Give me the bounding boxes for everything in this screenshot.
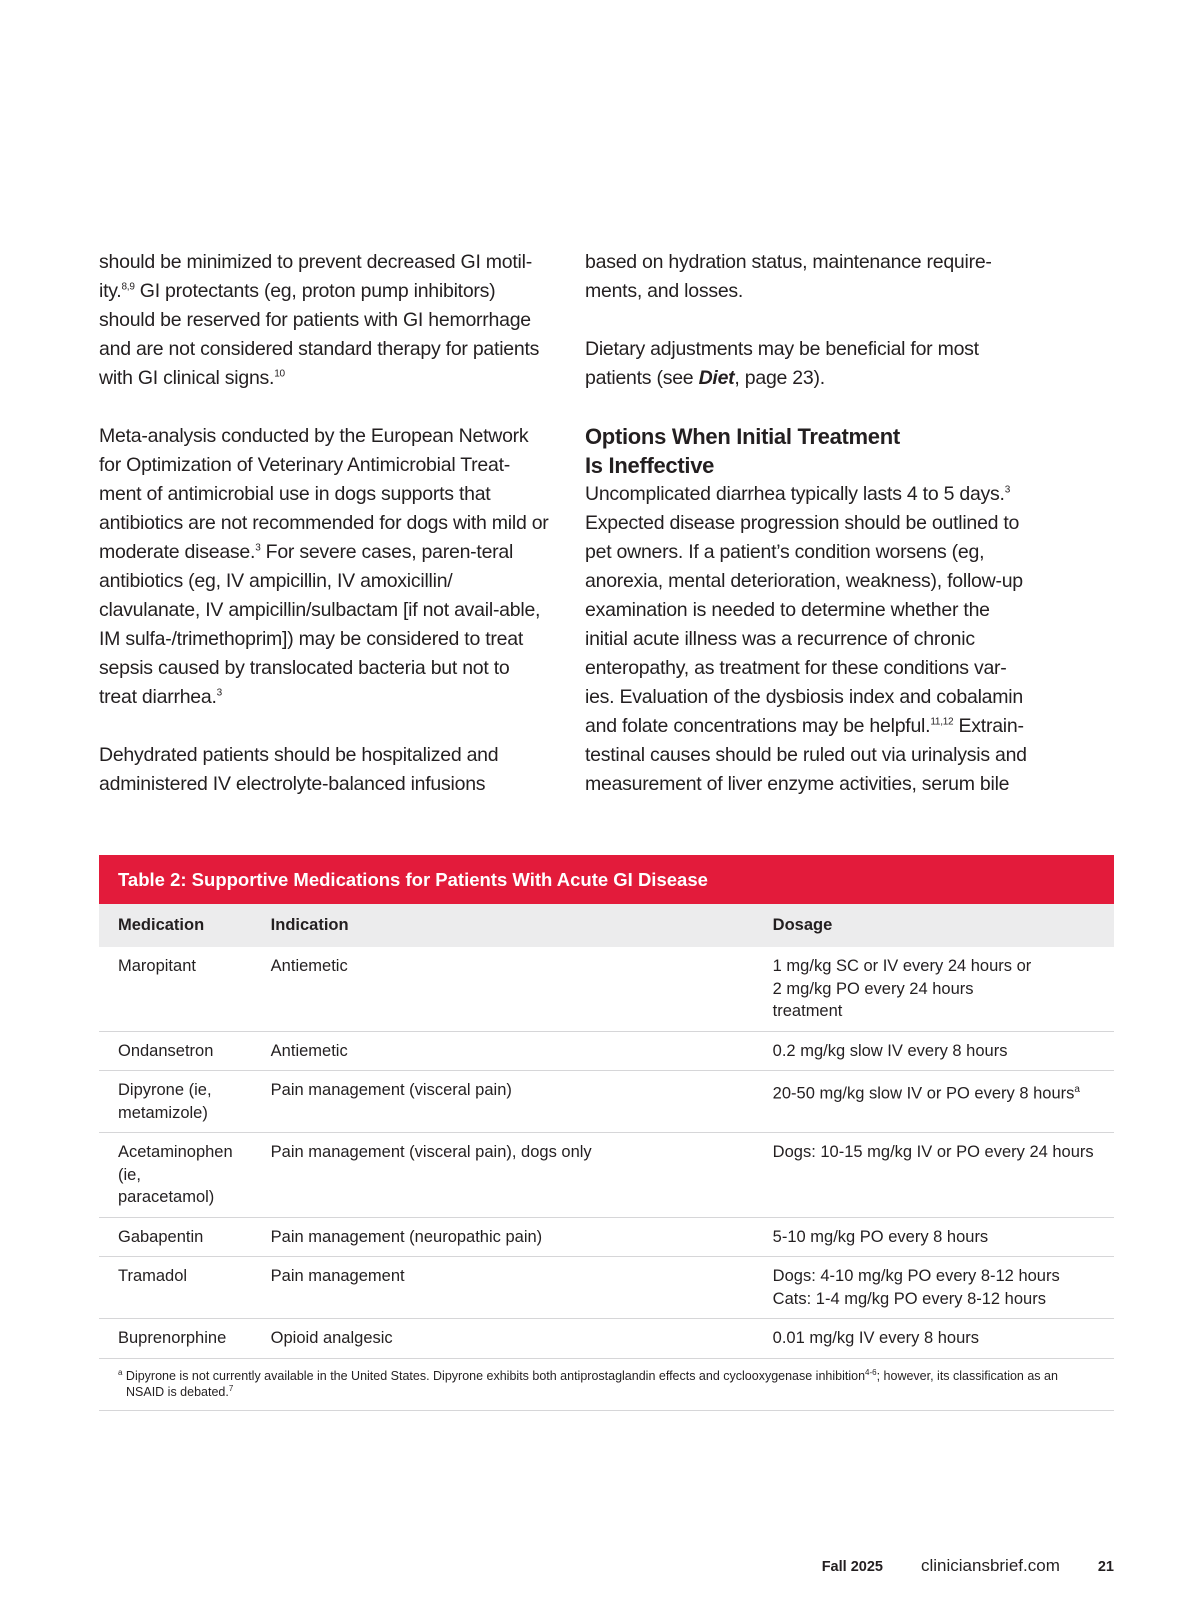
citation: 7: [228, 1383, 234, 1393]
dosage-line: 2 mg/kg PO every 24 hours: [772, 979, 974, 998]
table-row: [99, 1257, 1114, 1319]
citation: 8,9: [121, 281, 135, 293]
text: Dietary adjustments may be beneficial for most patients (see: [585, 338, 979, 389]
table-title: Table 2: Supportive Medications for Patients With Acute GI Disease: [99, 855, 1114, 904]
column-header: Medication: [99, 904, 252, 947]
text: should be minimized to prevent decreased GI motil-ity.: [99, 251, 532, 302]
table-header-row: [99, 904, 1114, 947]
text: Meta-analysis conducted by the European Network for Optimization of Veterinary Antimicrobial Treat-ment of antimicrobial use in dogs supports that antibiotics are not recommended for dogs with mild or moderate disease.: [99, 425, 549, 563]
medication-cell: Ondansetron: [99, 1031, 252, 1071]
indication-cell: Pain management: [252, 1257, 754, 1319]
dosage-line: Dogs: 4-10 mg/kg PO every 8-12 hours: [772, 1267, 1060, 1285]
indication-cell: Antiemetic: [252, 947, 754, 1031]
medication-cell: Maropitant: [99, 947, 252, 1031]
left-column: [99, 248, 549, 828]
dosage-cell: 0.2 mg/kg slow IV every 8 hours: [754, 1031, 1114, 1071]
dosage-cell: [754, 1071, 1114, 1133]
paragraph: Dehydrated patients should be hospitalized and administered IV electrolyte-balanced infusions: [99, 744, 499, 795]
website-link[interactable]: cliniciansbrief.com: [920, 1556, 1060, 1575]
table-footnote: [99, 1359, 1114, 1411]
footnote-marker: a: [1074, 1084, 1080, 1095]
table-row: [99, 947, 1114, 1031]
column-header: Indication: [252, 904, 754, 947]
medication-cell: Buprenorphine: [99, 1319, 252, 1359]
heading-line: Is Ineffective: [585, 453, 715, 478]
indication-cell: Opioid analgesic: [252, 1319, 754, 1359]
page-footer: [822, 1556, 1114, 1576]
dosage-line: 1 mg/kg SC or IV every 24 hours or: [772, 957, 1032, 975]
text: Dipyrone is not currently available in the United States. Dipyrone exhibits both antiprostaglandin effects and cyclooxygenase inhibition: [122, 1368, 866, 1383]
citation: 11,12: [930, 716, 954, 728]
text: Expected disease progression should be outlined to pet owners. If a patient’s condition worsens (eg, anorexia, mental deterioration, weakness), follow-up examination is needed to determine whether the initial acute illness was a recurrence of chronic enteropathy, as treatment for these conditions var-ies. Evaluation of the dysbiosis index and cobalamin and folate concentrations may be helpful.: [585, 512, 1023, 737]
table-row: [99, 1071, 1114, 1133]
paragraph: [585, 480, 1030, 799]
medication-cell: Dipyrone (ie, metamizole): [99, 1071, 252, 1133]
text: Uncomplicated diarrhea typically lasts 4 to 5 days.: [585, 483, 1005, 505]
text: , page 23).: [734, 367, 825, 389]
footnote-text: [118, 1368, 1095, 1401]
heading-line: Options When Initial Treatment: [585, 424, 900, 449]
section-heading: [585, 422, 1030, 480]
dosage-cell: [754, 947, 1114, 1031]
dosage-line: 20-50 mg/kg slow IV or PO every 8 hours: [772, 1084, 1075, 1103]
page-number: 21: [1097, 1559, 1114, 1575]
dosage-cell: 0.01 mg/kg IV every 8 hours: [754, 1319, 1114, 1359]
indication-cell: Pain management (visceral pain), dogs only: [252, 1133, 754, 1218]
medication-cell: Acetaminophen (ie, paracetamol): [99, 1133, 252, 1218]
dosage-line: treatment: [772, 1002, 843, 1020]
right-column: [585, 248, 1030, 828]
paragraph: based on hydration status, maintenance require-ments, and losses.: [585, 251, 992, 302]
dosage-cell: [754, 1257, 1114, 1319]
dosage-line: Cats: 1-4 mg/kg PO every 8-12 hours: [772, 1289, 1046, 1308]
dosage-cell: Dogs: 10-15 mg/kg IV or PO every 24 hours: [754, 1133, 1114, 1218]
table-row: [99, 1319, 1114, 1359]
paragraph: [99, 248, 549, 393]
paragraph: [99, 422, 549, 712]
citation: 4-6: [865, 1367, 877, 1377]
table: [99, 904, 1114, 1359]
text: ; however, its classification as an NSAID is debated.: [126, 1368, 1058, 1399]
table-row: [99, 1217, 1114, 1257]
issue-label: Fall 2025: [821, 1559, 883, 1575]
medication-cell: Gabapentin: [99, 1217, 252, 1257]
citation: 3: [1004, 484, 1011, 496]
citation: 3: [255, 542, 261, 554]
text: GI protectants (eg, proton pump inhibitors) should be reserved for patients with GI hemorrhage and are not considered standard therapy for patients with GI clinical signs.: [99, 280, 540, 389]
medication-cell: Tramadol: [99, 1257, 252, 1319]
citation: 10: [274, 368, 285, 380]
medications-table: [99, 855, 1114, 1411]
indication-cell: Pain management (visceral pain): [252, 1071, 754, 1133]
table-row: [99, 1031, 1114, 1071]
text: For severe cases, paren-teral antibiotics (eg, IV ampicillin, IV amoxicillin/ clavulanate, IV ampicillin/sulbactam [if not avail-able, IM sulfa-/trimethoprim]) may be considered to treat sepsis caused by translocated bacteria but not to treat diarrhea.: [99, 541, 541, 708]
table-row: [99, 1133, 1114, 1218]
indication-cell: Pain management (neuropathic pain): [252, 1217, 754, 1257]
column-header: Dosage: [754, 904, 1114, 947]
dosage-cell: 5-10 mg/kg PO every 8 hours: [754, 1217, 1114, 1257]
diet-reference-link[interactable]: Diet: [698, 367, 735, 389]
indication-cell: Antiemetic: [252, 1031, 754, 1071]
footnote-marker: a: [118, 1367, 123, 1377]
text: Extrain-testinal causes should be ruled out via urinalysis and measurement of liver enzyme activities, serum bile: [585, 715, 1027, 795]
paragraph: [585, 335, 1030, 393]
citation: 3: [216, 687, 222, 699]
